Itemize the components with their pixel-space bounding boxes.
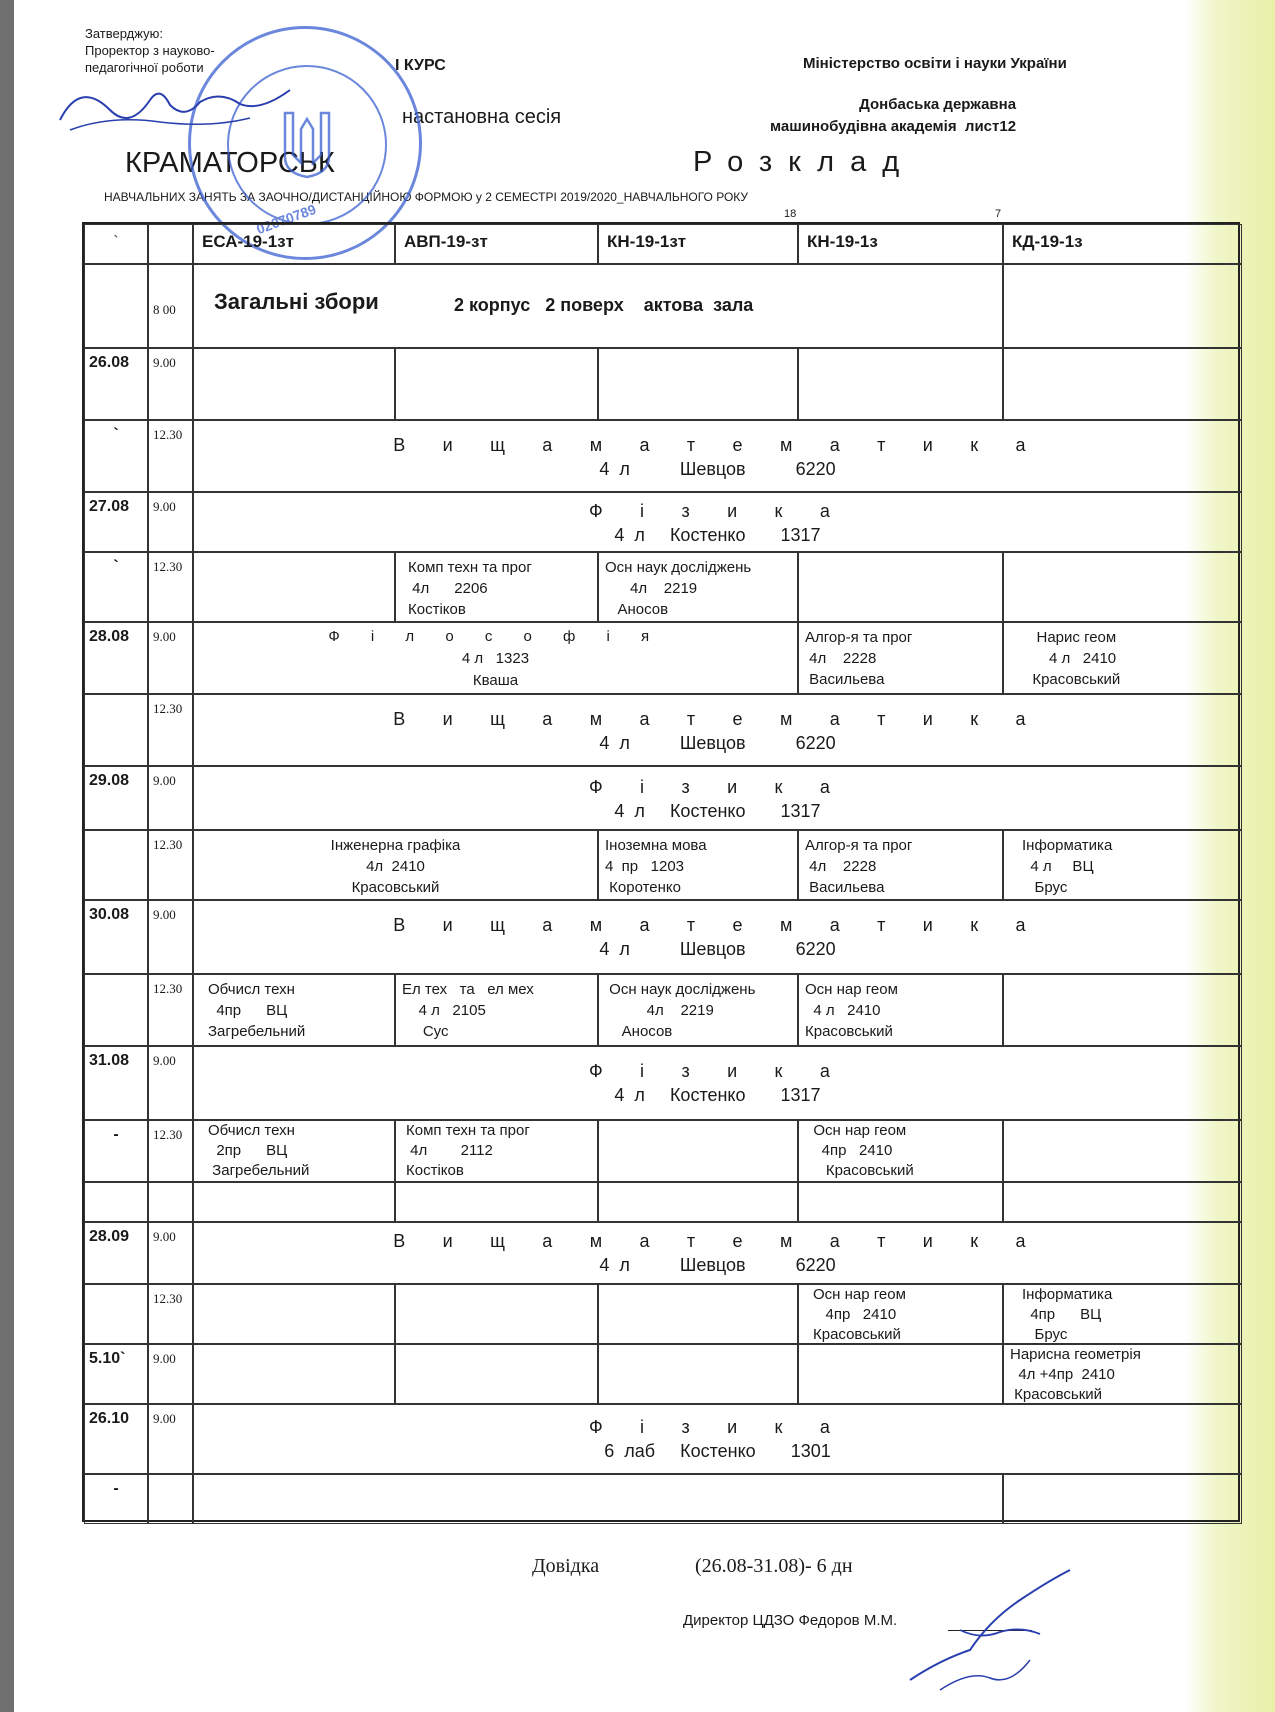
subject-details: 4 л Шевцов 6220 (599, 1255, 836, 1275)
row-date (84, 1284, 148, 1344)
lecture-cell (193, 1046, 1242, 1120)
subject-name: Ф і з и к а (588, 501, 847, 521)
row-date (84, 1182, 148, 1222)
row-time: 12.30 (148, 552, 193, 622)
class-cell: Комп техн та прог 4л 2206 Костіков (395, 552, 598, 622)
subject-details: 4 л Шевцов 6220 (599, 733, 836, 753)
subject-details: 4 л Костенко 1317 (614, 525, 821, 545)
class-cell: Нарис геом 4 л 2410 Красовський (1003, 622, 1242, 694)
class-cell: Осн нар геом 4пр 2410 Красовський (798, 1120, 1003, 1182)
empty-cell (1003, 552, 1242, 622)
reference-range: (26.08-31.08)- 6 дн (695, 1555, 853, 1577)
page-number-18: 18 (784, 208, 797, 220)
row-time: 12.30 (148, 1284, 193, 1344)
time-cell: 8 00 (148, 264, 193, 348)
page-number-7: 7 (995, 208, 1002, 220)
signature-approve (50, 60, 300, 140)
class-cell: Алгор-я та прог 4л 2228 Васильева (798, 622, 1003, 694)
ministry-name: Міністерство освіти і науки України (803, 55, 1067, 72)
group-header-esa: ЕСА-19-1зт (193, 224, 395, 264)
corner-cell: ` (84, 224, 148, 264)
session-label: настановна сесія (402, 106, 562, 128)
row-time: 9.00 (148, 622, 193, 694)
row-time (148, 1474, 193, 1524)
row-time: 9.00 (148, 348, 193, 420)
empty-cell (193, 348, 395, 420)
empty-cell (193, 1474, 1003, 1524)
lecture-cell (193, 1222, 1242, 1284)
meeting-cell (193, 264, 1003, 348)
group-header-kn-z: КН-19-1з (798, 224, 1003, 264)
empty-cell (193, 1182, 395, 1222)
row-time: 9.00 (148, 1222, 193, 1284)
row-date (84, 974, 148, 1046)
lecture-cell (193, 1404, 1242, 1474)
class-cell: Обчисл техн 4пр ВЦ Загребельний (193, 974, 395, 1046)
empty-cell (193, 1344, 395, 1404)
row-time: 12.30 (148, 830, 193, 900)
row-date: 26.08 (84, 348, 148, 420)
row-date: 5.10` (84, 1344, 148, 1404)
row-date (84, 694, 148, 766)
row-date: 26.10 (84, 1404, 148, 1474)
empty-cell (598, 1284, 798, 1344)
empty-cell (598, 1182, 798, 1222)
document-title: Розклад (693, 146, 916, 178)
row-time (148, 1182, 193, 1222)
class-cell: Інформатика 4пр ВЦ Брус (1003, 1284, 1242, 1344)
schedule-table (82, 222, 1240, 1522)
subject-room: 4 л 1323 (461, 650, 530, 667)
subject-name: В и щ а м а т е м а т и к а (393, 915, 1042, 935)
row-date: - (84, 1474, 148, 1524)
class-cell: Іноземна мова 4 пр 1203 Коротенко (598, 830, 798, 900)
row-date: 29.08 (84, 766, 148, 830)
empty-cell (193, 1284, 395, 1344)
empty-cell (598, 348, 798, 420)
approval-note: Затверджую: Проректор з науково-педагогічної роботи (85, 26, 215, 75)
empty-cell (598, 1120, 798, 1182)
corner-cell-2 (148, 224, 193, 264)
group-header-kn-zt: КН-19-1зт (598, 224, 798, 264)
subject-name: В и щ а м а т е м а т и к а (393, 435, 1042, 455)
empty-cell (1003, 974, 1242, 1046)
lecture-cell (193, 492, 1242, 552)
empty-cell (1003, 1120, 1242, 1182)
lecture-cell (193, 622, 798, 694)
class-cell: Нарисна геометрія 4л +4пр 2410 Красовський (1003, 1344, 1242, 1404)
empty-cell (395, 1344, 598, 1404)
row-time: 12.30 (148, 694, 193, 766)
row-date (84, 830, 148, 900)
row-date: 27.08 (84, 492, 148, 552)
empty-cell (193, 552, 395, 622)
class-cell: Інженерна графіка 4л 2410 Красовський (193, 830, 598, 900)
group-header-kd: КД-19-1з (1003, 224, 1242, 264)
subject-name: Ф і з и к а (588, 1061, 847, 1081)
row-date: 28.09 (84, 1222, 148, 1284)
row-time: 12.30 (148, 420, 193, 492)
empty-cell (395, 348, 598, 420)
class-cell: Алгор-я та прог 4л 2228 Васильева (798, 830, 1003, 900)
signature-director (900, 1560, 1090, 1700)
subject-details: 4 л Шевцов 6220 (599, 459, 836, 479)
row-time: 12.30 (148, 974, 193, 1046)
city-name: КРАМАТОРСЬК (125, 147, 335, 179)
subject-name: Ф і л о с о ф і я (328, 628, 663, 645)
empty-cell (1003, 264, 1242, 348)
empty-cell (1003, 1182, 1242, 1222)
empty-cell (598, 1344, 798, 1404)
group-header-avp: АВП-19-зт (395, 224, 598, 264)
subject-name: Ф і з и к а (588, 1417, 847, 1437)
meeting-place: 2 корпус 2 поверх актова зала (454, 295, 754, 315)
empty-cell (798, 552, 1003, 622)
row-date: 31.08 (84, 1046, 148, 1120)
row-time: 9.00 (148, 900, 193, 974)
empty-cell (798, 1344, 1003, 1404)
lecture-cell (193, 900, 1242, 974)
row-time: 12.30 (148, 1120, 193, 1182)
empty-cell (798, 1182, 1003, 1222)
row-time: 9.00 (148, 766, 193, 830)
row-time: 9.00 (148, 1344, 193, 1404)
class-cell: Комп техн та прог 4л 2112 Костіков (395, 1120, 598, 1182)
row-time: 9.00 (148, 492, 193, 552)
subject-details: 4 л Костенко 1317 (614, 801, 821, 821)
date-cell (84, 264, 148, 348)
director-signature-line: Директор ЦДЗО Федоров М.М. (683, 1612, 898, 1629)
class-cell: Осн наук досліджень 4л 2219 Аносов (598, 974, 798, 1046)
class-cell: Осн наук досліджень 4л 2219 Аносов (598, 552, 798, 622)
subject-name: Ф і з и к а (588, 777, 847, 797)
document-subtitle: НАВЧАЛЬНИХ ЗАНЯТЬ ЗА ЗАОЧНО/ДИСТАНЦІЙНОЮ ФОРМОЮ у 2 СЕМЕСТРІ 2019/2020_НАВЧАЛЬНОГО РОКУ (104, 190, 749, 204)
row-date: ` (84, 420, 148, 492)
empty-cell (1003, 1474, 1242, 1524)
class-cell: Інформатика 4 л ВЦ Брус (1003, 830, 1242, 900)
row-date: 28.08 (84, 622, 148, 694)
empty-cell (1003, 348, 1242, 420)
class-cell: Ел тех та ел мех 4 л 2105 Сус (395, 974, 598, 1046)
empty-cell (395, 1284, 598, 1344)
lecture-cell (193, 766, 1242, 830)
class-cell: Осн нар геом 4пр 2410 Красовський (798, 1284, 1003, 1344)
meeting-title: Загальні збори (214, 289, 379, 314)
subject-name: В и щ а м а т е м а т и к а (393, 709, 1042, 729)
class-cell: Осн нар геом 4 л 2410 Красовський (798, 974, 1003, 1046)
course-label: І КУРС (395, 57, 446, 74)
subject-details: 6 лаб Костенко 1301 (604, 1441, 831, 1461)
row-time: 9.00 (148, 1046, 193, 1120)
empty-cell (798, 348, 1003, 420)
reference-label: Довідка (532, 1555, 600, 1577)
row-date: 30.08 (84, 900, 148, 974)
subject-teacher: Кваша (472, 672, 519, 689)
row-time: 9.00 (148, 1404, 193, 1474)
academy-name: Донбаська державна машинобудівна академія лист12 (770, 96, 1017, 135)
subject-name: В и щ а м а т е м а т и к а (393, 1231, 1042, 1251)
empty-cell (395, 1182, 598, 1222)
row-date: ` (84, 552, 148, 622)
scan-left-edge (0, 0, 14, 1712)
subject-details: 4 л Костенко 1317 (614, 1085, 821, 1105)
subject-details: 4 л Шевцов 6220 (599, 939, 836, 959)
lecture-cell (193, 694, 1242, 766)
row-date: - (84, 1120, 148, 1182)
seal-code: 02070789 (254, 200, 319, 238)
class-cell: Обчисл техн 2пр ВЦ Загребельний (193, 1120, 395, 1182)
lecture-cell (193, 420, 1242, 492)
